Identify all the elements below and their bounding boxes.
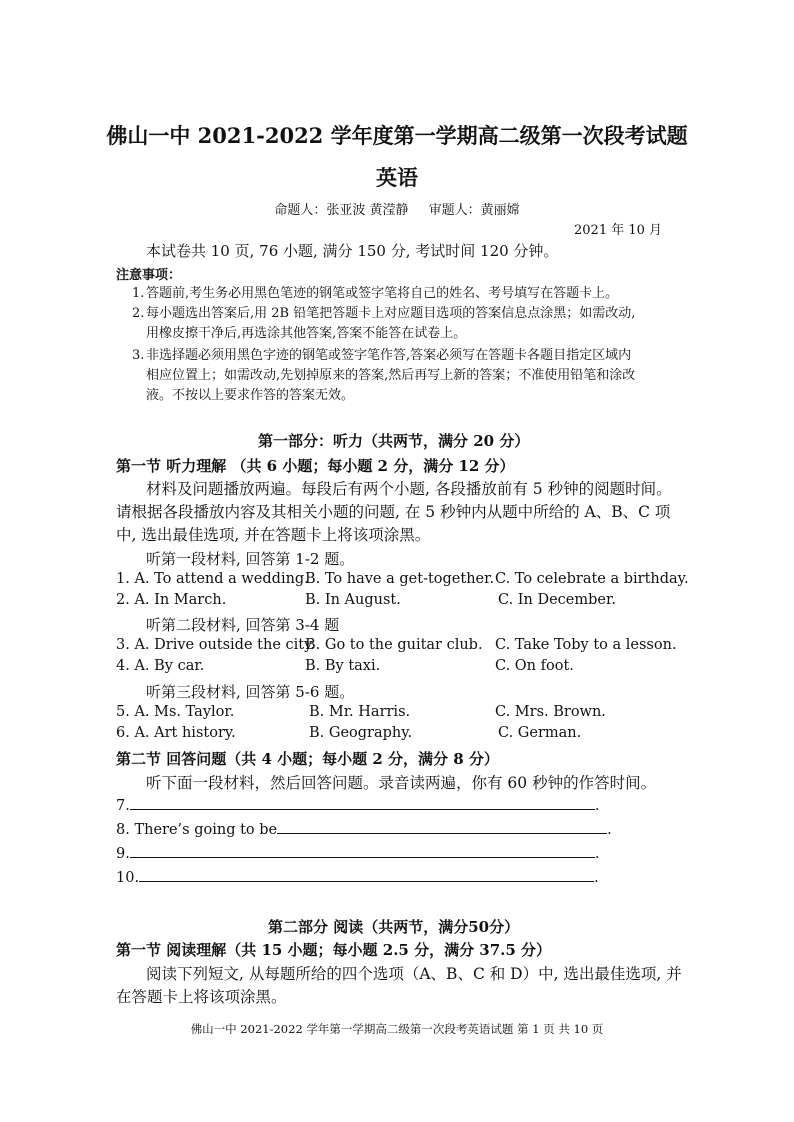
option-b: B. Go to the guitar club. [305,637,483,653]
subject-title: 英语 [376,165,418,190]
group-instruction: 听第三段材料, 回答第 5-6 题。 [146,683,355,701]
sec2-instruction: 听下面一段材料，然后回答问题。录音读两遍，你有 60 秒钟的作答时间。 [146,774,657,792]
part2-sec1-heading: 第一节 阅读理解（共 15 小题；每小题 2.5 分，满分 37.5 分） [116,941,552,959]
blank-suffix: . [594,846,600,862]
instruction-line: 材料及问题播放两遍。每段后有两个小题, 各段播放前有 5 秒钟的阅题时间。 [146,480,672,498]
option-a: 5. A. Ms. Taylor. [116,704,235,720]
notice-line: 相应位置上；如需改动,先划掉原来的答案,然后再写上新的答案；不准使用铅笔和涂改 [146,368,636,383]
option-a: 2. A. In March. [116,592,227,608]
instruction-line: 请根据各段播放内容及其相关小题的问题, 在 5 秒钟内从题中所给的 A、B、C 项 [116,503,671,521]
answer-blank-8 [116,821,612,838]
option-c: C. To celebrate a birthday. [495,571,689,587]
option-a: 1. A. To attend a wedding. [116,571,309,587]
instruction-line: 阅读下列短文, 从每题所给的四个选项（A、B、C 和 D）中, 选出最佳选项, 并 [146,965,682,983]
option-c: C. German. [498,725,582,741]
exam-title: 佛山一中 2021-2022 学年度第一学期高二级第一次段考试题 [106,123,688,148]
blank-prefix: 10. [116,870,140,886]
authors-line [0,199,794,218]
option-b: B. In August. [305,592,401,608]
blank-prefix: 9. [116,846,130,862]
notice-heading: 注意事项： [116,268,182,283]
blank-line [277,821,607,834]
option-c: C. On foot. [495,658,574,674]
option-a: 6. A. Art history. [116,725,236,741]
blank-suffix: . [594,798,600,814]
exam-intro: 本试卷共 10 页, 76 小题, 满分 150 分, 考试时间 120 分钟。 [146,242,559,260]
notice-item-number: 1. [132,286,145,301]
reviewer: 审题人：黄丽嫦 [428,203,520,218]
answer-blank-9 [116,845,599,862]
notice-line: 用橡皮擦干净后,再选涂其他答案,答案不能答在试卷上。 [146,326,467,341]
notice-item-1 [132,284,619,304]
notice-item-3 [132,346,636,406]
instruction-line: 在答题卡上将该项涂黑。 [116,988,287,1006]
option-b: B. Mr. Harris. [309,704,411,720]
part2-heading: 第二部分 阅读（共两节，满分50分） [268,918,520,936]
answer-blank-10 [116,869,599,886]
option-b: B. To have a get-together. [305,571,495,587]
instruction-line: 中, 选出最佳选项, 并在答题卡上将该项涂黑。 [116,526,431,544]
blank-suffix: . [594,870,599,886]
blank-line [139,869,594,882]
option-a: 3. A. Drive outside the city. [116,637,315,653]
blank-prefix: 7. [116,798,130,814]
option-a: 4. A. By car. [116,658,205,674]
notice-item-number: 3. [132,348,145,363]
option-b: B. Geography. [309,725,413,741]
option-c: C. In December. [498,592,616,608]
page-footer: 佛山一中 2021-2022 学年第一学期高二级第一次段考英语试题 第 1 页 共 10 页 [190,1022,604,1036]
group-instruction: 听第二段材料, 回答第 3-4 题 [146,616,340,634]
setter: 命题人：张亚波 黄滢静 [274,203,409,218]
part1-heading: 第一部分：听力（共两节，满分 20 分） [258,432,530,450]
blank-line [130,797,595,810]
part1-sec1-heading: 第一节 听力理解 （共 6 小题；每小题 2 分，满分 12 分） [116,457,515,475]
notice-line: 液。不按以上要求作答的答案无效。 [146,388,355,403]
part1-sec2-heading: 第二节 回答问题（共 4 小题；每小题 2 分，满分 8 分） [116,750,499,768]
option-c: C. Mrs. Brown. [495,704,606,720]
notice-item-number: 2. [132,306,145,321]
answer-blank-7 [116,797,599,814]
option-c: C. Take Toby to a lesson. [495,637,677,653]
group-instruction: 听第一段材料, 回答第 1-2 题。 [146,550,355,568]
notice-line: 答题前,考生务必用黑色笔迹的钢笔或签字笔将自己的姓名、考号填写在答题卡上。 [146,286,619,301]
notice-item-2 [132,304,636,344]
blank-suffix: . [607,822,612,838]
notice-line: 每小题选出答案后,用 2B 铅笔把答题卡上对应题目选项的答案信息点涂黑；如需改动, [146,306,636,321]
option-b: B. By taxi. [305,658,381,674]
blank-prefix: 8. There’s going to be [116,822,278,838]
exam-date: 2021 年 10 月 [574,223,663,238]
blank-line [130,845,595,858]
notice-line: 非选择题必须用黑色字迹的钢笔或签字笔作答,答案必须写在答题卡各题目指定区域内 [146,348,632,363]
